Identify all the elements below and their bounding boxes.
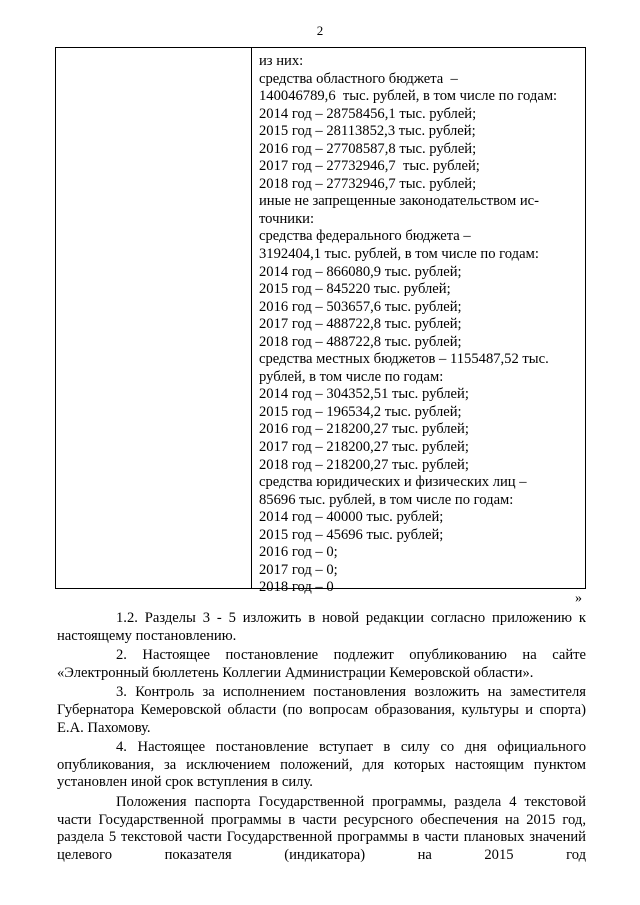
page-number: 2 [316, 23, 324, 38]
table-line: средства юридических и физических лиц – [259, 474, 527, 491]
body-text [57, 610, 586, 866]
table-line: средства федерального бюджета – [259, 228, 471, 245]
table-line: из них: [259, 53, 304, 69]
table-line: 2015 год – 45696 тыс. рублей; [259, 526, 444, 543]
table-line: 2014 год – 866080,9 тыс. рублей; [259, 263, 462, 280]
table-line: средства областного бюджета – [259, 70, 458, 87]
table-line: 2018 год – 488722,8 тыс. рублей; [259, 333, 462, 350]
table-right-cell [259, 53, 579, 597]
table-line: 2016 год – 218200,27 тыс. рублей; [259, 421, 469, 438]
table-line: иные не запрещенные законодательством ис- [259, 193, 539, 210]
table-line: 2017 год – 218200,27 тыс. рублей; [259, 439, 469, 456]
table-line: 2016 год – 0; [259, 544, 338, 561]
table-line: 140046789,6 тыс. рублей, в том числе по годам: [259, 88, 558, 105]
table-line: 2015 год – 196534,2 тыс. рублей; [259, 403, 462, 420]
paragraph: Положения паспорта Государственной программы, раздела 4 текстовой части Государственной программы в части ресурсного обеспечения на 2015 год, раздела 5 текстовой части Государственной программы в части плановых значений целевого показателя (индикатора) на 2015 год [57, 793, 586, 863]
table-line: 2014 год – 40000 тыс. рублей; [259, 509, 444, 526]
table-line: 2017 год – 488722,8 тыс. рублей; [259, 316, 462, 333]
table-column-divider [251, 48, 252, 588]
table-line: 2014 год – 304352,51 тыс. рублей; [259, 386, 469, 403]
budget-table [55, 47, 586, 596]
table-line: 2018 год – 0 [259, 579, 334, 596]
table-line: 2014 год – 28758456,1 тыс. рублей; [259, 105, 477, 122]
table-line: 2018 год – 218200,27 тыс. рублей; [259, 456, 469, 473]
paragraph: 2. Настоящее постановление подлежит опубликованию на сайте «Электронный бюллетень Коллегии Администрации Кемеровской области». [57, 647, 586, 681]
table-line: 2016 год – 503657,6 тыс. рублей; [259, 298, 462, 315]
closing-quote: » [575, 591, 582, 606]
table-line: 2015 год – 845220 тыс. рублей; [259, 281, 451, 298]
table-line: 85696 тыс. рублей, в том числе по годам: [259, 491, 514, 508]
table-line: рублей, в том числе по годам: [259, 368, 444, 385]
table-line: 2015 год – 28113852,3 тыс. рублей; [259, 123, 476, 140]
paragraph: 4. Настоящее постановление вступает в силу со дня официального опубликования, за исключением положений, для которых настоящим пунктом установлен иной срок вступления в силу. [57, 739, 586, 791]
table-line: точники: [259, 210, 315, 227]
table-line: 2016 год – 27708587,8 тыс. рублей; [259, 140, 477, 157]
table-line: 2017 год – 0; [259, 561, 338, 578]
paragraph: 1.2. Разделы 3 - 5 изложить в новой редакции согласно приложению к настоящему постановлению. [57, 610, 586, 644]
table-line: 2017 год – 27732946,7 тыс. рублей; [259, 158, 480, 175]
paragraph: 3. Контроль за исполнением постановления возложить на заместителя Губернатора Кемеровской области (по вопросам образования, культуры и спорта) Е.А. Пахомову. [57, 684, 586, 736]
table-line: 3192404,1 тыс. рублей, в том числе по годам: [259, 246, 539, 263]
table-line: средства местных бюджетов – 1155487,52 тыс. [259, 351, 549, 368]
table-line: 2018 год – 27732946,7 тыс. рублей; [259, 175, 477, 192]
